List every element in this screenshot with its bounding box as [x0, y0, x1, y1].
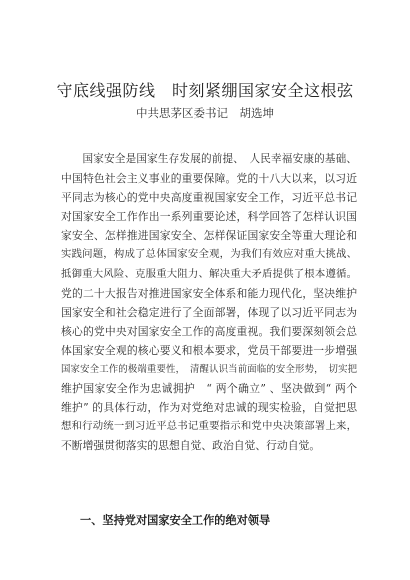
body-text-line: 中国特色社会主义事业的重要保障。党的十八大以来，以习近 — [61, 172, 357, 186]
body-text-line: 家安全、怎样推进国家安全、怎样保证国家安全等重大理论和 — [61, 229, 357, 243]
body-text-line: 抵御重大风险、克服重大阻力、解决重大矛盾提供了根本遵循。 — [61, 267, 357, 280]
body-text-line: 维护” 的具体行动，作为对党绝对忠诚的现实检验，自觉把思 — [61, 401, 357, 415]
body-text-line: 国家安全工作的极端重要性， 清醒认识当前面临的安全形势， 切实把 — [61, 364, 357, 376]
body-text-line: 国家安全是国家生存发展的前提、 人民幸福安康的基础、 — [61, 153, 357, 165]
body-text-line: 国家安全和社会稳定进行了全面部署，体现了以习近平同志为 — [61, 305, 357, 319]
body-text-line: 不断增强贯彻落实的思想自觉、政治自觉、行动自觉。 — [61, 439, 321, 453]
body-text-line: 想和行动统一到习近平总书记重要指示和党中央决策部署上来， — [61, 420, 357, 433]
body-text-line: 平同志为核心的党中央高度重视国家安全工作，习近平总书记 — [61, 191, 357, 205]
section-heading: 一、坚持党对国家安全工作的绝对领导 — [80, 514, 271, 527]
body-text-line: 对国家安全工作作出一系列重要论述，科学回答了怎样认识国 — [61, 210, 357, 224]
body-text-line: 党的二十大报告对推进国家安全体系和能力现代化，坚决维护 — [61, 286, 357, 300]
article-title: 守底线强防线 时刻紧绷国家安全这根弦 — [56, 81, 354, 100]
article-byline: 中共思茅区委书记 胡选坤 — [136, 106, 274, 120]
article-body-paragraph — [61, 150, 357, 456]
body-text-line: 维护国家安全作为忠诚拥护 “ 两个确立” 、坚决做到“ 两个 — [61, 382, 357, 396]
body-text-line: 核心的党中央对国家安全工作的高度重视。我们要深刻领会总 — [61, 324, 357, 338]
body-text-line: 体国家安全观的核心要义和根本要求，党员干部要进一步增强 — [61, 343, 357, 357]
body-text-line: 实践问题，构成了总体国家安全观，为我们有效应对重大挑战、 — [61, 248, 357, 261]
